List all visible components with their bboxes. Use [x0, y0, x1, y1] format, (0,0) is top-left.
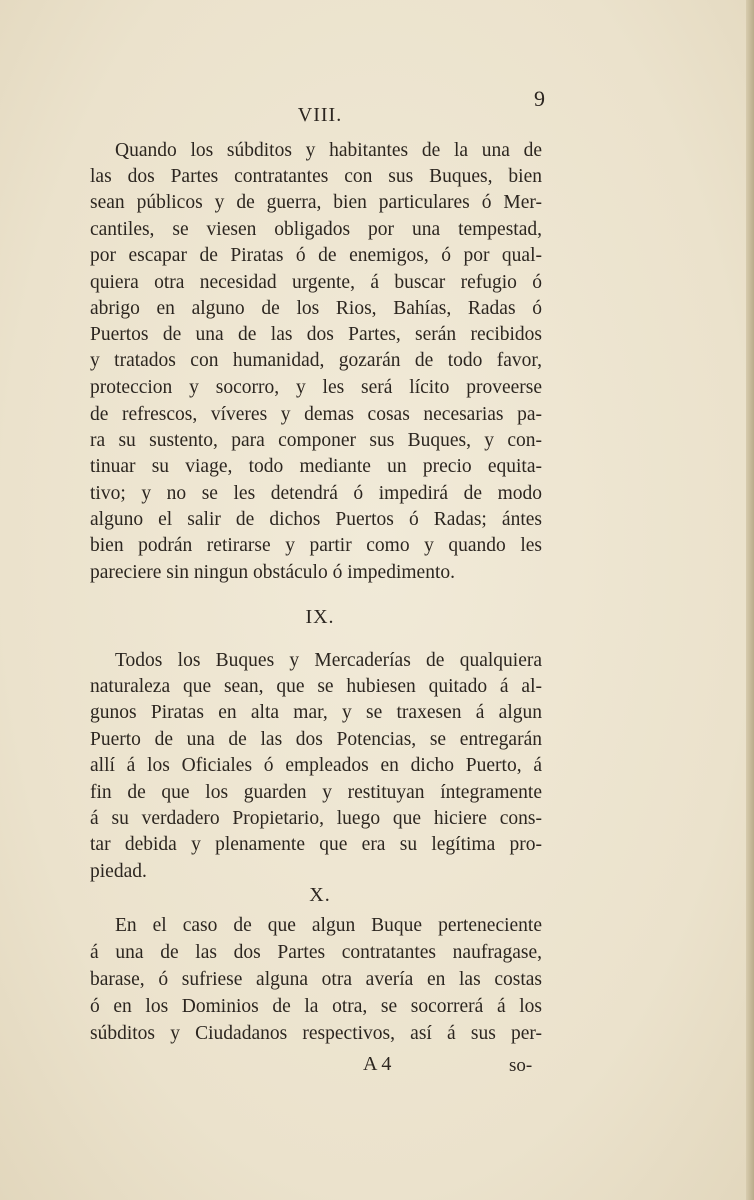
text-line: tar debida y plenamente que era su legítima pro-	[90, 834, 542, 855]
text-line: súbditos y Ciudadanos respectivos, así á sus per-	[90, 1023, 542, 1044]
text-line: por escapar de Piratas ó de enemigos, ó por qual-	[90, 245, 542, 266]
text-line: de refrescos, víveres y demas cosas necesarias pa-	[90, 404, 542, 425]
text-line: abrigo en alguno de los Rios, Bahías, Radas ó	[90, 298, 542, 319]
article-heading-viii: VIII.	[297, 104, 343, 126]
text-line: Todos los Buques y Mercaderías de qualquiera	[115, 650, 542, 671]
text-line: gunos Piratas en alta mar, y se traxesen á algun	[90, 702, 542, 723]
text-line: sean públicos y de guerra, bien particulares ó Mer-	[90, 192, 542, 213]
text-line: bien podrán retirarse y partir como y quando les	[90, 535, 542, 556]
page-number: 9	[534, 86, 545, 111]
article-heading-x: X.	[309, 884, 331, 906]
text-line: á su verdadero Propietario, luego que hiciere cons-	[90, 808, 542, 829]
text-line: tivo; y no se les detendrá ó impedirá de modo	[90, 483, 542, 504]
text-line: barase, ó sufriese alguna otra avería en las costas	[90, 969, 542, 990]
text-line: las dos Partes contratantes con sus Buques, bien	[90, 166, 542, 187]
text-line: En el caso de que algun Buque perteneciente	[115, 915, 542, 936]
page-fold-shadow	[746, 0, 754, 1200]
text-line: proteccion y socorro, y les será lícito proveerse	[90, 377, 542, 398]
text-line: fin de que los guarden y restituyan íntegramente	[90, 782, 542, 803]
catchword: so-	[509, 1055, 533, 1076]
text-line: allí á los Oficiales ó empleados en dicho Puerto, á	[90, 755, 542, 776]
signature-mark: A 4	[363, 1053, 392, 1075]
text-line: ra su sustento, para componer sus Buques, y con-	[90, 430, 542, 451]
text-line: pareciere sin ningun obstáculo ó impedimento.	[90, 562, 455, 583]
article-heading-ix: IX.	[305, 606, 335, 628]
text-line: y tratados con humanidad, gozarán de todo favor,	[90, 350, 542, 371]
text-line: naturaleza que sean, que se hubiesen quitado á al-	[90, 676, 542, 697]
text-line: á una de las dos Partes contratantes naufragase,	[90, 942, 542, 963]
text-line: Puertos de una de las dos Partes, serán recibidos	[90, 324, 542, 345]
text-line: cantiles, se viesen obligados por una tempestad,	[90, 219, 542, 240]
text-line: Puerto de una de las dos Potencias, se entregarán	[90, 729, 542, 750]
text-line: piedad.	[90, 861, 147, 882]
text-line: tinuar su viage, todo mediante un precio equita-	[90, 456, 542, 477]
text-line: Quando los súbditos y habitantes de la una de	[115, 140, 542, 161]
text-line: ó en los Dominios de la otra, se socorrerá á los	[90, 996, 542, 1017]
text-line: quiera otra necesidad urgente, á buscar refugio ó	[90, 272, 542, 293]
text-line: alguno el salir de dichos Puertos ó Radas; ántes	[90, 509, 542, 530]
